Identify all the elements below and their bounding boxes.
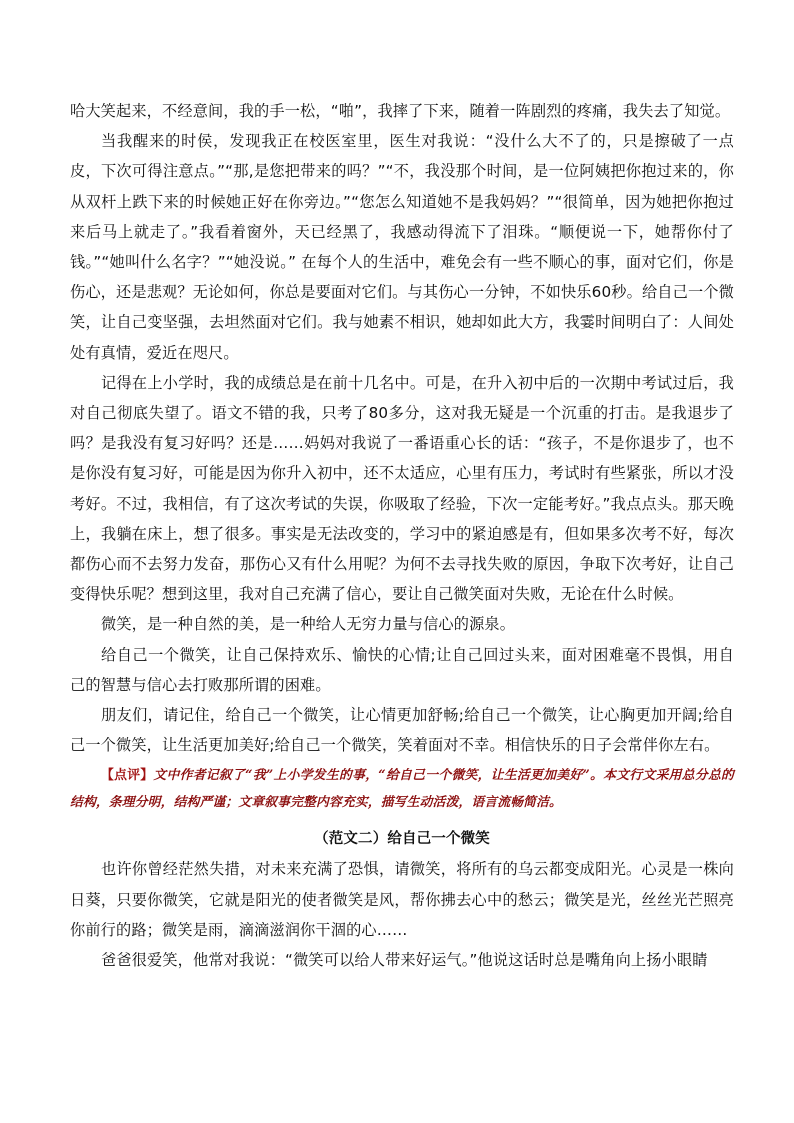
paragraph-2: 当我醒来的时侯，发现我正在校医室里，医生对我说：“没什么大不了的，只是擦破了一点皮，下次可得注意点。”“那,是您把带来的吗？”“不，我没那个时间，是一位阿姨把你抱过来的，你从双杆上跌下来的时候她正好在你旁边。”“您怎么知道她不是我妈妈？”“很简单，因为她把你抱过来后马上就走了。”我看着窗外，天已经黑了，我感动得流下了泪珠。“顺便说一下，她帮你付了钱。”“她叫什么名字？”“她没说。” 在每个人的生活中，难免会有一些不顺心的事，面对它们，你是伤心，还是悲观？无论如何，你总是要面对它们。与其伤心一分钟，不如快乐60秒。给自己一个微笑，让自己变坚强，去坦然面对它们。我与她素不相识，她却如此大方，我霎时间明白了：人间处处有真情，爱近在咫尺。 [70,132,734,362]
paragraph-7: 也许你曾经茫然失措，对未来充满了恐惧，请微笑，将所有的乌云都变成阳光。心灵是一株向日葵，只要你微笑，它就是阳光的使者微笑是风，帮你拂去心中的愁云；微笑是光，丝丝光芒照亮你前行的路；微笑是雨，滴滴滋润你干涸的心…… [70,860,734,939]
paragraph-6: 朋友们，请记住，给自己一个微笑，让心情更加舒畅;给自己一个微笑，让心胸更加开阔;给自己一个微笑，让生活更加美好;给自己一个微笑，笑着面对不幸。相信快乐的日子会常伴你左右。 [70,706,734,755]
paragraph-5: 给自己一个微笑，让自己保持欢乐、愉快的心情;让自己回过头来，面对困难毫不畏惧，用自己的智慧与信心去打败那所谓的困难。 [70,645,734,694]
article-body [70,96,734,975]
paragraph-3: 记得在上小学时，我的成绩总是在前十几名中。可是，在升入初中后的一次期中考试过后，我对自己彻底失望了。语文不错的我，只考了80多分，这对我无疑是一个沉重的打击。是我退步了吗？是我没有复习好吗？还是……妈妈对我说了一番语重心长的话：“孩子，不是你退步了，也不是你没有复习好，可能是因为你升入初中，还不太适应，心里有压力，考试时有些紧张，所以才没考好。不过，我相信，有了这次考试的失误，你吸取了经验，下次一定能考好。”我点点头。那天晚上，我躺在床上，想了很多。事实是无法改变的，学习中的紧迫感是有，但如果多次考不好，每次都伤心而不去努力发奋，那伤心又有什么用呢？为何不去寻找失败的原因，争取下次考好，让自己变得快乐呢？想到这里，我对自己充满了信心，要让自己微笑面对失败，无论在什么时候。 [70,373,734,604]
paragraph-8: 爸爸很爱笑，他常对我说：“微笑可以给人带来好运气。”他说这话时总是嘴角向上扬小眼睛 [101,951,708,970]
comment-text: 文中作者记叙了“我”上小学发生的事，“给自己一个微笑，让生活更加美好”。本文行文采用总分总的结构，条理分明，结构严谨；文章叙事完整内容充实，描写生动活泼，语言流畅简洁。 [70,768,735,811]
comment-tag: 【点评】 [101,768,154,784]
paragraph-4: 微笑，是一种自然的美，是一种给人无穷力量与信心的源泉。 [101,615,516,634]
comment-block [70,762,734,816]
paragraph-1: 哈大笑起来，不经意间，我的手一松，“啪”，我摔了下来，随着一阵剧烈的疼痛，我失去了知觉。 [70,102,731,120]
section-heading: （范文二）给自己一个微笑 [314,831,490,848]
